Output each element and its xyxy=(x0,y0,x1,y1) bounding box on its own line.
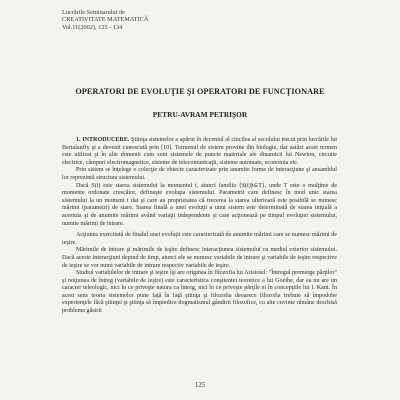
page-number: 125 xyxy=(194,381,206,389)
paper-title: OPERATORI DE EVOLUŢIE ŞI OPERATORI DE FUNCŢIONARE xyxy=(75,87,325,96)
body-paragraph-6: Studiul variabilelor de intrare şi ieşire îşi are originea în filozofia lui Aristotel: "Întregul premerge părţilor" şi noţiunea de întreg (variabile de ieşire) este caracteristica conştientei teoretice a lui Goethe, dar ea nu are un caracter teleologic, nici în ce priveşte natura ca întreg, nici în ce priveşte părţile ei în concepţiile lui I. Kant. În acest sens teoria sistemelor pune faţă în faţă ştiinţa şi filozofia deoarece filozofia trebuie să împodobe experienţele făcă ştiinţei şi ştiinţa să împiedice dogmatismul gândirii filozofice, cu alte cuvinte rămâne deschisă problema găsirii xyxy=(62,270,337,315)
paper-author: PETRU-AVRAM PETRIŞOR xyxy=(152,110,248,119)
header-line-2: CREATIVITATE MATEMATICĂ xyxy=(62,16,149,24)
body-paragraph-3: Dacă S(t) este starea sistemului la momentul t, atunci familia {S(t)|t∈T}, unde T este o mulţime de momente ordonate crescător, defineşte evoluţia sistemului. Parametrii care definesc în mod unic starea sistemului la un moment t dat şi care au proprietatea că trecerea la starea ulterioară este posibilă se numesc mărimi (parametri) de stare. Starea finală a unei evoluţii a unui sistem este determinată de starea iniţială a acestuia şi de anumite mărimi având variaţii independente şi care acţionează pe timpul evoluţiei sistemului, numite mărimi de intrare. xyxy=(62,182,337,227)
body-paragraph-2: Prin sistem se înţelege o colecţie de obiecte caracterizate prin anumite forme de interacţiune şi ansamblul lor reprezintă structura sistemului. xyxy=(62,167,337,181)
journal-header xyxy=(62,9,148,31)
body-paragraph-1 xyxy=(62,137,337,167)
header-line-3: Vol.11(2002), 125 - 134 xyxy=(62,23,123,31)
paper-body xyxy=(62,137,337,316)
body-paragraph-4: Acţiunea exercitată de finalul unei evoluţii este caracterizată de anumite mărimi care se numesc mărimi de ieşire. xyxy=(62,232,337,246)
paragraph-text: Ştiinţa sistemelor a apărut în deceniul al cincilea al secolului trecut prin lucrările lui Bertalanffy şi a devenit cunoscută prin [10]. Termenul de sistem provine din biologie, dar astăzi acest termen este utilizat şi în alte domenii cum sunt sistemele de puncte materiale ale dinamicii lui Newton, circuite electrice, câmpuri electromagnetice, sisteme de telecomunicaţii, sisteme automate, economia etc. xyxy=(62,137,337,166)
body-paragraph-5: Mărimile de intrare şi mărimile de ieşire definesc interacţiunea sistemului cu mediul exterior sistemului. Dacă aceste interacţiuni depind de timp, atunci ele se numesc variabile de intrare şi variabile de ieşire respective de ieşire se vor numi variabile de intrare respectiv variabile de ieşire. xyxy=(62,247,337,269)
header-line-1: Lucrările Seminarului de xyxy=(62,9,125,16)
section-heading: 1. INTRODUCERE. xyxy=(76,137,130,143)
